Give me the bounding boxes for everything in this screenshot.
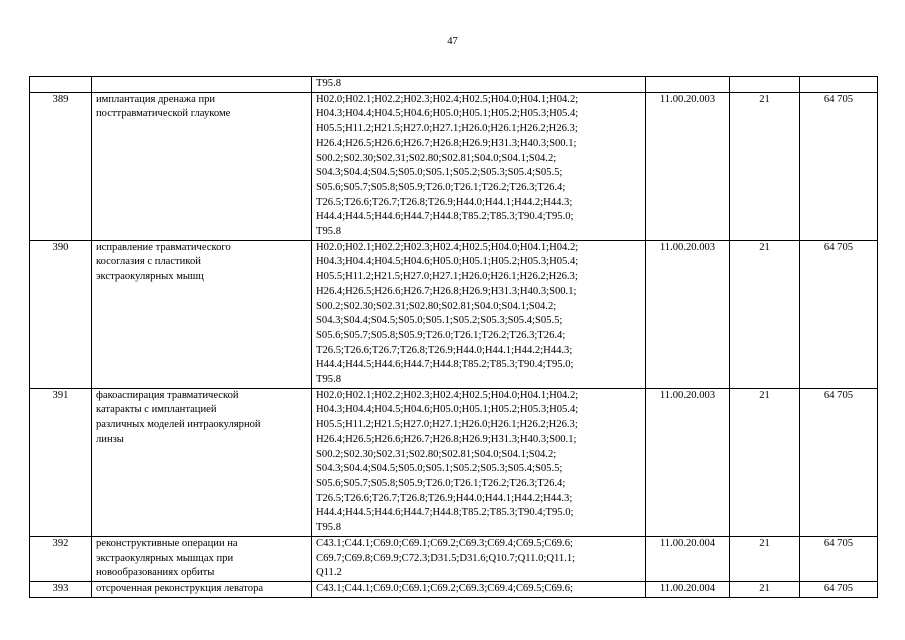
- cost-value: 64 705: [800, 581, 878, 597]
- group-number: 21: [730, 388, 800, 536]
- procedure-name: исправление травматического косоглазия с пластикой экстраокулярных мышц: [92, 240, 312, 388]
- table-row: [30, 92, 878, 240]
- group-number: 21: [730, 581, 800, 597]
- group-number: 21: [730, 536, 800, 581]
- group-number: 21: [730, 92, 800, 240]
- icd-codes: T95.8: [312, 77, 646, 93]
- service-code: 11.00.20.003: [646, 240, 730, 388]
- icd-codes: H02.0;H02.1;H02.2;H02.3;H02.4;H02.5;H04.0;H04.1;H04.2; H04.3;H04.4;H04.5;H04.6;H05.0;H05.1;H05.2;H05.3;H05.4; H05.5;H11.2;H21.5;H27.0;H27.1;H26.0;H26.1;H26.2;H26.3; H26.4;H26.5;H26.6;H26.7;H26.8;H26.9;H31.3;H40.3;S00.1; S00.2;S02.30;S02.31;S02.80;S02.81;S04.0;S04.1;S04.2; S04.3;S04.4;S04.5;S05.0;S05.1;S05.2;S05.3;S05.4;S05.5; S05.6;S05.7;S05.8;S05.9;T26.0;T26.1;T26.2;T26.3;T26.4; T26.5;T26.6;T26.7;T26.8;T26.9;H44.0;H44.1;H44.2;H44.3; H44.4;H44.5;H44.6;H44.7;H44.8;T85.2;T85.3;T90.4;T95.0; T95.8: [312, 92, 646, 240]
- service-code: 11.00.20.004: [646, 536, 730, 581]
- table-row: [30, 77, 878, 93]
- icd-codes: H02.0;H02.1;H02.2;H02.3;H02.4;H02.5;H04.0;H04.1;H04.2; H04.3;H04.4;H04.5;H04.6;H05.0;H05.1;H05.2;H05.3;H05.4; H05.5;H11.2;H21.5;H27.0;H27.1;H26.0;H26.1;H26.2;H26.3; H26.4;H26.5;H26.6;H26.7;H26.8;H26.9;H31.3;H40.3;S00.1; S00.2;S02.30;S02.31;S02.80;S02.81;S04.0;S04.1;S04.2; S04.3;S04.4;S04.5;S05.0;S05.1;S05.2;S05.3;S05.4;S05.5; S05.6;S05.7;S05.8;S05.9;T26.0;T26.1;T26.2;T26.3;T26.4; T26.5;T26.6;T26.7;T26.8;T26.9;H44.0;H44.1;H44.2;H44.3; H44.4;H44.5;H44.6;H44.7;H44.8;T85.2;T85.3;T90.4;T95.0; T95.8: [312, 240, 646, 388]
- table-row: [30, 536, 878, 581]
- service-code: [646, 77, 730, 93]
- page-number: 47: [447, 36, 458, 47]
- cost-value: 64 705: [800, 240, 878, 388]
- service-code: 11.00.20.003: [646, 388, 730, 536]
- procedure-name: реконструктивные операции на экстраокулярных мышцах при новообразованиях орбиты: [92, 536, 312, 581]
- procedure-name: имплантация дренажа при посттравматической глаукоме: [92, 92, 312, 240]
- row-number: 390: [30, 240, 92, 388]
- service-code: 11.00.20.004: [646, 581, 730, 597]
- row-number: 393: [30, 581, 92, 597]
- row-number: 392: [30, 536, 92, 581]
- icd-codes: C43.1;C44.1;C69.0;C69.1;C69.2;C69.3;C69.4;C69.5;C69.6; C69.7;C69.8;C69.9;C72.3;D31.5;D31.6;Q10.7;Q11.0;Q11.1; Q11.2: [312, 536, 646, 581]
- table-row: [30, 240, 878, 388]
- cost-value: 64 705: [800, 536, 878, 581]
- service-code: 11.00.20.003: [646, 92, 730, 240]
- row-number: [30, 77, 92, 93]
- cost-value: [800, 77, 878, 93]
- group-number: 21: [730, 240, 800, 388]
- procedures-table: [29, 76, 878, 598]
- procedure-name: [92, 77, 312, 93]
- group-number: [730, 77, 800, 93]
- table-row: [30, 388, 878, 536]
- row-number: 389: [30, 92, 92, 240]
- procedure-name: отсроченная реконструкция леватора: [92, 581, 312, 597]
- table-row: [30, 581, 878, 597]
- row-number: 391: [30, 388, 92, 536]
- icd-codes: C43.1;C44.1;C69.0;C69.1;C69.2;C69.3;C69.4;C69.5;C69.6;: [312, 581, 646, 597]
- icd-codes: H02.0;H02.1;H02.2;H02.3;H02.4;H02.5;H04.0;H04.1;H04.2; H04.3;H04.4;H04.5;H04.6;H05.0;H05.1;H05.2;H05.3;H05.4; H05.5;H11.2;H21.5;H27.0;H27.1;H26.0;H26.1;H26.2;H26.3; H26.4;H26.5;H26.6;H26.7;H26.8;H26.9;H31.3;H40.3;S00.1; S00.2;S02.30;S02.31;S02.80;S02.81;S04.0;S04.1;S04.2; S04.3;S04.4;S04.5;S05.0;S05.1;S05.2;S05.3;S05.4;S05.5; S05.6;S05.7;S05.8;S05.9;T26.0;T26.1;T26.2;T26.3;T26.4; T26.5;T26.6;T26.7;T26.8;T26.9;H44.0;H44.1;H44.2;H44.3; H44.4;H44.5;H44.6;H44.7;H44.8;T85.2;T85.3;T90.4;T95.0; T95.8: [312, 388, 646, 536]
- cost-value: 64 705: [800, 388, 878, 536]
- procedure-name: факоаспирация травматической катаракты с имплантацией различных моделей интраокулярной линзы: [92, 388, 312, 536]
- cost-value: 64 705: [800, 92, 878, 240]
